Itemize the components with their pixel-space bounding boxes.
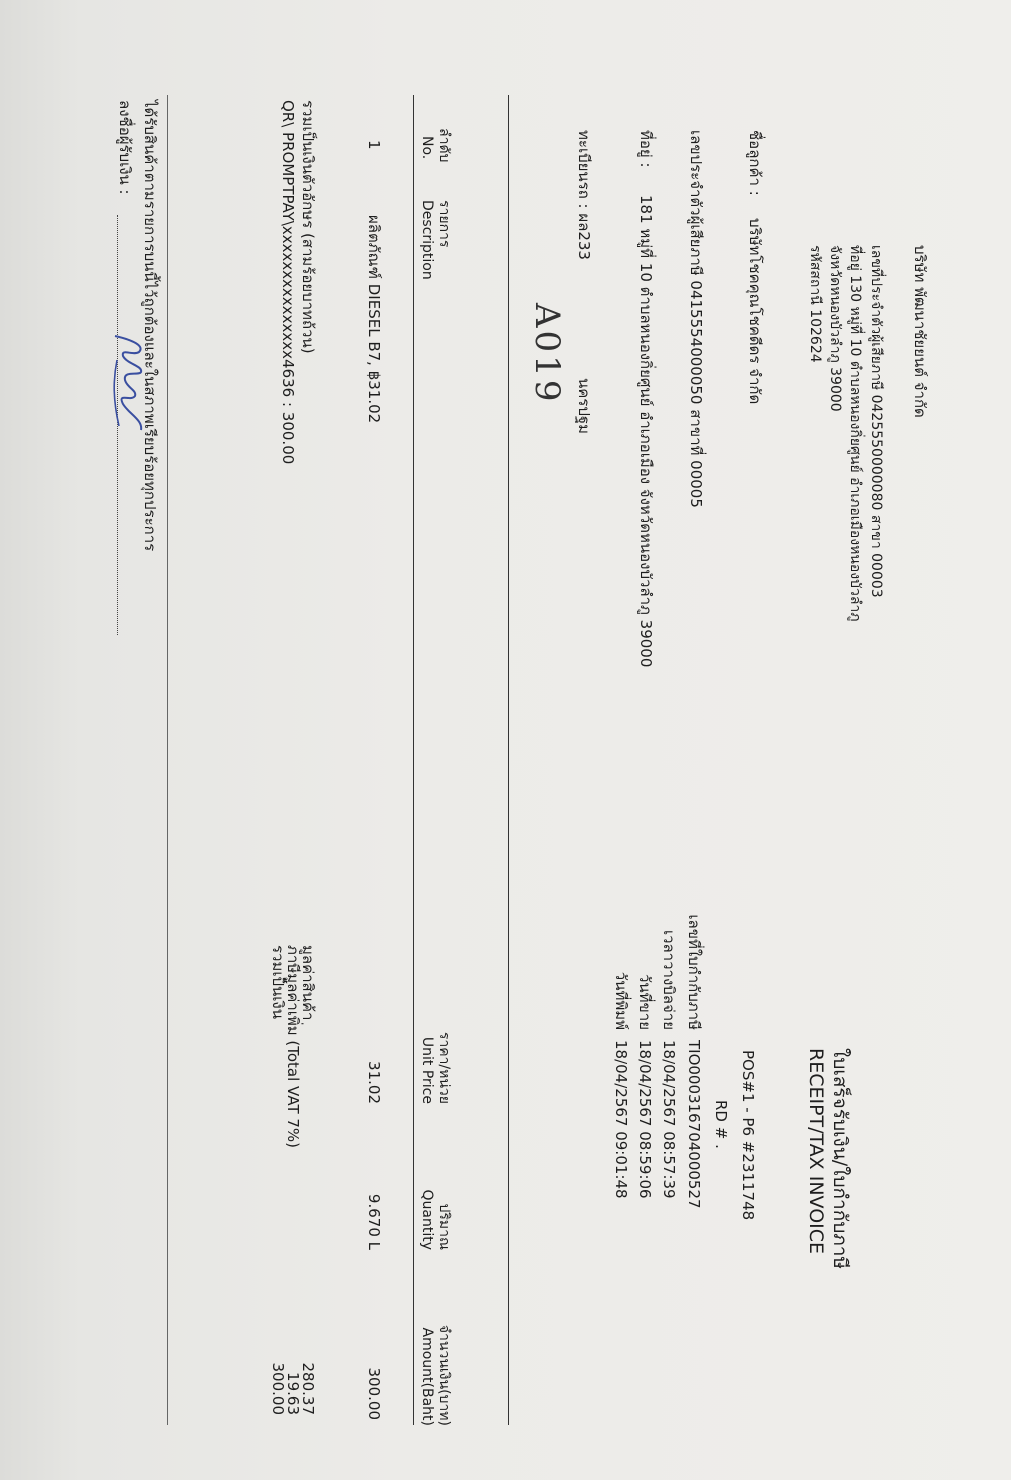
company-address-2: จังหวัดหนองบัวลำภู 39000 bbox=[827, 245, 843, 412]
total-value: 300.00 bbox=[269, 1362, 287, 1415]
header-price-en: Unit Price bbox=[419, 1036, 435, 1104]
subtotal-value: 280.37 bbox=[299, 1362, 317, 1415]
row-amount: 300.00 bbox=[365, 1367, 383, 1420]
footer-rule bbox=[167, 95, 168, 1425]
subtotal-label: มูลค่าสินค้า bbox=[299, 945, 317, 1021]
header-desc-en: Description bbox=[419, 200, 435, 280]
vat-value: 19.63 bbox=[284, 1372, 302, 1415]
invoice-no-label: เลขที่ใบกำกับภาษี bbox=[685, 914, 703, 1030]
signature-label: ลงชื่อผู้รับเงิน : bbox=[116, 100, 134, 195]
table-top-rule bbox=[508, 95, 509, 1425]
header-qty-th: ปริมาณ bbox=[436, 1203, 452, 1250]
customer-name: บริษัทโชคคุณโชคดีดร จำกัด bbox=[746, 218, 764, 405]
company-tax-id: เลขที่ประจำตัวผู้เสียภาษี 0425550000080 สาขา 00003 bbox=[868, 245, 884, 598]
header-no-th: ลำดับ bbox=[436, 128, 452, 163]
station-code: รหัสสถานี 102624 bbox=[807, 245, 823, 363]
handwritten-signature bbox=[107, 330, 153, 440]
sale-date: 18/04/2567 08:59:06 bbox=[636, 1040, 654, 1199]
issue-time-label: เวลาวางบิลจ่าย bbox=[660, 929, 678, 1030]
row-unit-price: 31.02 bbox=[365, 1061, 383, 1104]
header-amount-en: Amount(Baht) bbox=[419, 1327, 435, 1426]
total-label: รวมเป็นเงิน bbox=[269, 945, 287, 1019]
customer-tax-id: เลขประจำตัวผู้เสียภาษี 0415554000050 สาขาที่ 00005 bbox=[687, 130, 705, 508]
total-in-words: รวมเป็นเงินตัวอักษร (สามร้อยบาทถ้วน) bbox=[299, 100, 317, 354]
table-header-rule bbox=[413, 95, 414, 1425]
customer-address-label: ที่อยู่ : bbox=[637, 130, 655, 168]
payment-method: QR\ PROMPTPAY\xxxxxxxxxxxxxxx4636 : 300.00 bbox=[279, 100, 297, 465]
row-description: ผลิตภัณฑ์ DIESEL B7, ฿31.02 bbox=[365, 215, 383, 424]
invoice-no: TIO000316704000527 bbox=[685, 1040, 703, 1209]
issue-time: 18/04/2567 08:57:39 bbox=[660, 1040, 678, 1199]
header-no-en: No. bbox=[419, 136, 435, 160]
customer-address: 181 หมู่ที่ 10 ตำบลหนองกิ่ยศูนย์ อำเภอเมือง จังหวัดหนองบัวลำภู 39000 bbox=[637, 195, 655, 668]
vat-label: ภาษีมูลค่าเพิ่ม (Total VAT 7%) bbox=[284, 945, 302, 1149]
customer-name-label: ชื่อลูกค้า : bbox=[746, 130, 764, 196]
handwritten-code: A019 bbox=[527, 303, 567, 405]
doc-title-th: ใบเสร็จรับเงิน/ใบกำกับภาษี bbox=[829, 1048, 851, 1269]
print-date: 18/04/2567 09:01:48 bbox=[612, 1040, 630, 1199]
rd-number: RD # . bbox=[712, 1100, 730, 1149]
header-price-th: ราคา/หน่วย bbox=[436, 1031, 452, 1104]
province: นครปฐม bbox=[575, 378, 593, 435]
header-desc-th: รายการ bbox=[436, 200, 452, 248]
doc-title-en: RECEIPT/TAX INVOICE bbox=[805, 1048, 827, 1255]
pos-number: POS#1 - P6 #2311748 bbox=[739, 1050, 757, 1221]
header-qty-en: Quantity bbox=[419, 1189, 435, 1250]
header-amount-th: จำนวนเงิน(บาท) bbox=[436, 1324, 452, 1426]
row-no: 1 bbox=[365, 140, 383, 150]
received-statement: ได้รับสินค้าตามรายการบนนี้ไว้ถูกต้องและในสภาพเรียบร้อยทุกประการ bbox=[141, 100, 159, 552]
company-name: บริษัท พัฒนาชัยยนต์ จำกัด bbox=[911, 245, 929, 418]
print-date-label: วันที่พิมพ์ bbox=[612, 971, 630, 1030]
vehicle-plate: ทะเบียนรถ : ผล233 bbox=[575, 130, 593, 260]
company-address-1: ที่อยู่ 130 หมู่ที่ 10 ตำบลหนองกิ่ยศูนย์ อำเภอเมืองหนองบัวลำภู bbox=[847, 245, 863, 622]
row-quantity: 9.670 L bbox=[365, 1193, 383, 1250]
sale-date-label: วันที่ขาย bbox=[636, 973, 654, 1030]
